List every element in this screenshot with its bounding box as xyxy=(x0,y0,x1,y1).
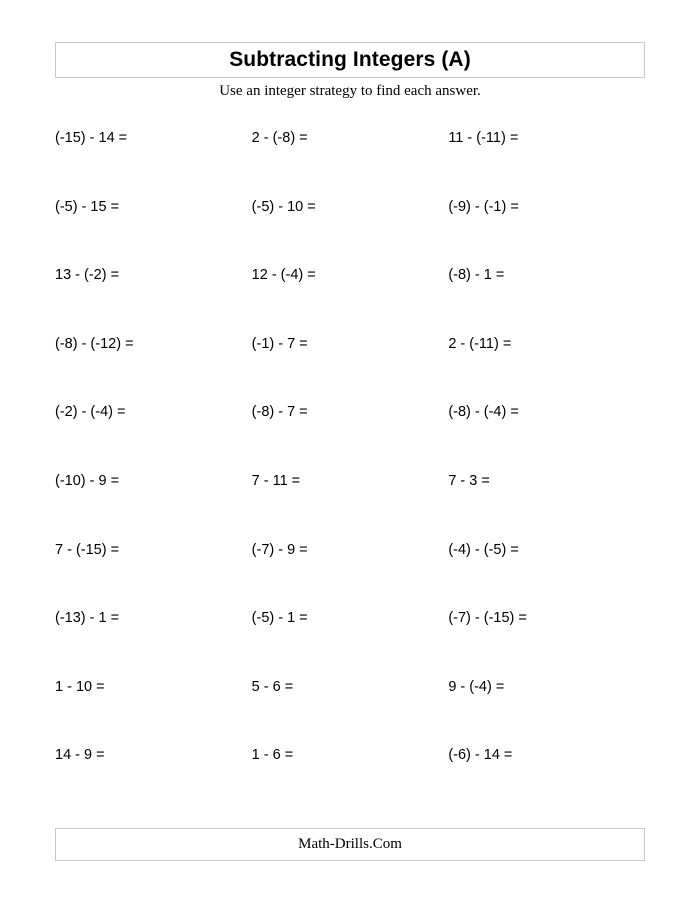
problem-row xyxy=(55,122,645,191)
problem-item: 13 - (-2) = xyxy=(55,267,120,284)
problem-item: (-7) - (-15) = xyxy=(448,610,527,627)
problem-item: 1 - 6 = xyxy=(251,747,294,764)
problem-item: (-2) - (-4) = xyxy=(55,404,126,421)
problem-row xyxy=(55,259,645,328)
problem-item: (-4) - (-5) = xyxy=(448,541,519,558)
problem-row xyxy=(55,671,645,740)
problem-item: (-15) - 14 = xyxy=(55,130,128,146)
problem-item: (-5) - 1 = xyxy=(251,610,308,627)
problem-item: (-10) - 9 = xyxy=(55,472,120,489)
problem-item: 1 - 10 = xyxy=(55,678,105,695)
problem-item: 7 - 3 = xyxy=(448,472,490,489)
problem-item: 9 - (-4) = xyxy=(448,678,505,695)
problem-item: (-1) - 7 = xyxy=(251,335,308,352)
problem-item: 5 - 6 = xyxy=(251,678,294,695)
problem-item: (-6) - 14 = xyxy=(448,747,513,764)
problem-item: 7 - (-15) = xyxy=(55,541,120,558)
problem-item: (-13) - 1 = xyxy=(55,610,120,627)
problem-item: (-9) - (-1) = xyxy=(448,198,519,215)
footer-credit: Math-Drills.Com xyxy=(298,836,402,852)
problem-row xyxy=(55,328,645,397)
problem-row xyxy=(55,739,645,808)
problem-row xyxy=(55,534,645,603)
problem-row xyxy=(55,191,645,260)
problems-grid xyxy=(55,122,645,808)
problem-item: (-5) - 15 = xyxy=(55,198,120,215)
footer-box xyxy=(55,828,645,861)
problem-item: 2 - (-11) = xyxy=(448,335,512,352)
problem-row xyxy=(55,602,645,671)
page-title: Subtracting Integers (A) xyxy=(229,48,471,71)
problem-item: (-5) - 10 = xyxy=(251,198,316,215)
instructions-text: Use an integer strategy to find each answer. xyxy=(219,83,481,99)
title-box xyxy=(55,42,645,78)
problem-item: (-8) - 1 = xyxy=(448,267,505,284)
problem-item: (-8) - 7 = xyxy=(251,404,308,421)
problem-item: (-8) - (-4) = xyxy=(448,404,519,421)
problem-row xyxy=(55,396,645,465)
problem-item: 14 - 9 = xyxy=(55,747,105,764)
problem-item: 11 - (-11) = xyxy=(448,130,519,146)
problem-item: 7 - 11 = xyxy=(251,472,301,489)
problem-item: 2 - (-8) = xyxy=(251,130,308,146)
problem-item: 12 - (-4) = xyxy=(251,267,316,284)
problem-item: (-7) - 9 = xyxy=(251,541,308,558)
problem-row xyxy=(55,465,645,534)
problem-item: (-8) - (-12) = xyxy=(55,335,134,352)
